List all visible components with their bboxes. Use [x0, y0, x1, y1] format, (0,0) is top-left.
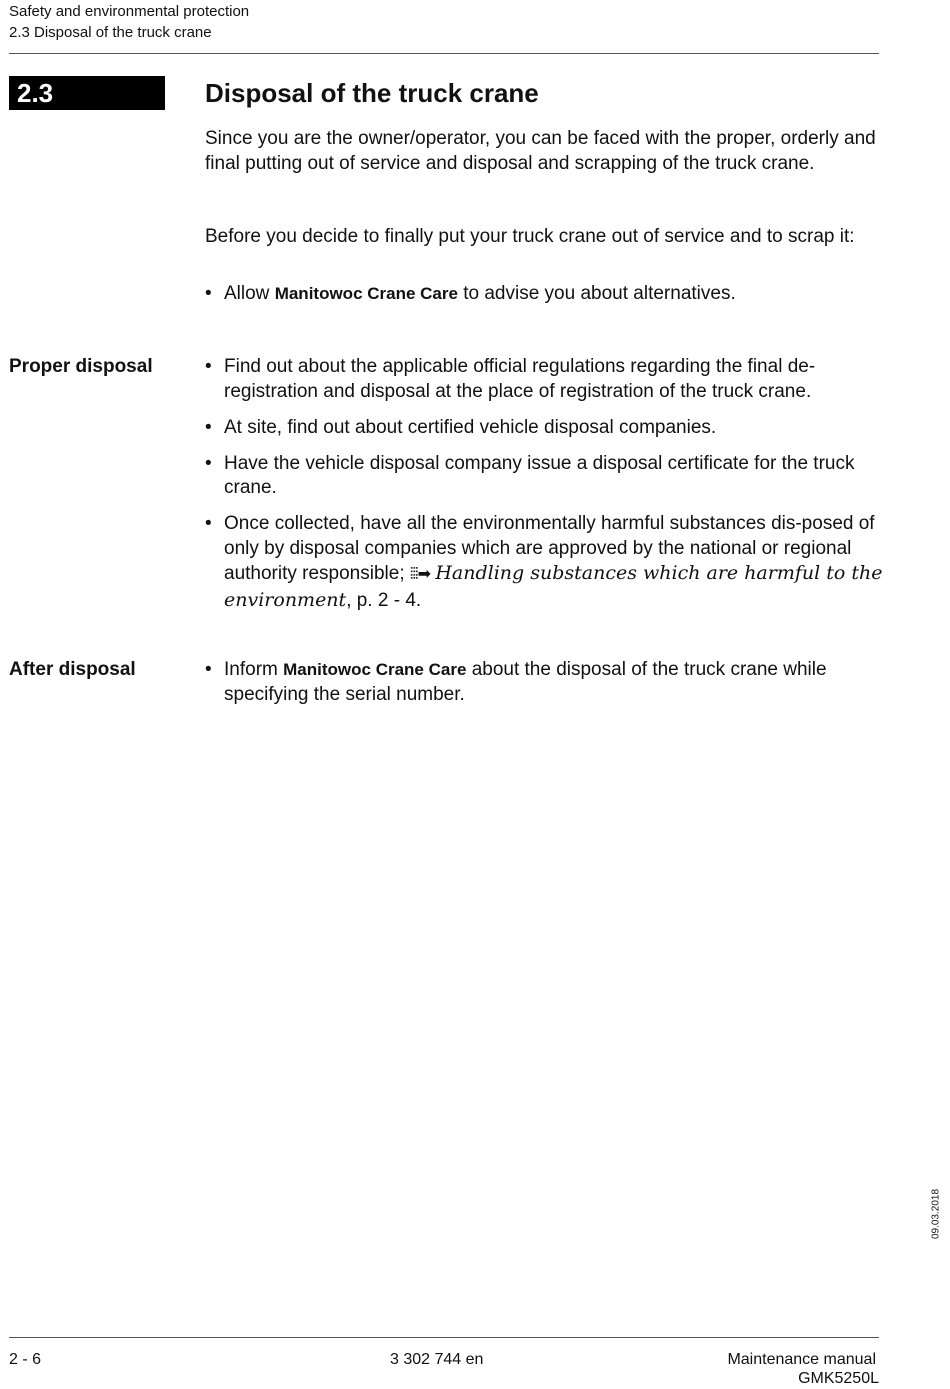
- bullet-icon: •: [205, 416, 212, 438]
- bullet-icon: •: [205, 283, 212, 304]
- footer-model: GMK5250L: [798, 1370, 879, 1387]
- intro-paragraph-1: Since you are the owner/operator, you can be faced with the proper, orderly and final putting out of service and disposal and scrapping of the truck crane.: [205, 128, 876, 174]
- bullet-icon: •: [205, 513, 212, 534]
- list-item: [205, 355, 885, 404]
- after-disposal-label: After disposal: [9, 659, 136, 680]
- cross-reference-link[interactable]: Handling substances which are harmful to the environment: [224, 562, 883, 611]
- cross-reference-page: , p. 2 - 4.: [346, 589, 422, 611]
- section-title: Disposal of the truck crane: [205, 78, 539, 108]
- list-item-text: Have the vehicle disposal company issue a disposal certificate for the truck crane.: [224, 452, 855, 498]
- list-item-text: At site, find out about certified vehicle disposal companies.: [224, 416, 717, 438]
- bullet-prefix: Inform: [224, 659, 278, 680]
- bullet-suffix: about the disposal of the truck crane while specifying the serial number.: [224, 659, 827, 705]
- list-item-text: Find out about the applicable official regulations regarding the final de-registration and disposal at the place of registration of the truck crane.: [224, 356, 816, 402]
- bullet-icon: •: [205, 452, 212, 474]
- bullet-prefix: Allow: [224, 283, 270, 304]
- list-item-text: Once collected, have all the environmentally harmful substances dis-posed of only by disposal companies which are approved by the national or regional authority responsible;: [224, 513, 875, 584]
- after-disposal-list: [205, 658, 885, 719]
- bullet-suffix: to advise you about alternatives.: [463, 283, 736, 304]
- side-date-stamp: 09.03.2018: [930, 1188, 942, 1240]
- header-section: 2.3 Disposal of the truck crane: [9, 24, 212, 41]
- footer-manual-type: Maintenance manual: [727, 1351, 876, 1368]
- bullet-icon: •: [205, 356, 212, 377]
- footer-divider: [9, 1337, 879, 1338]
- intro-bullet-list: [205, 282, 885, 318]
- list-item: [205, 512, 885, 613]
- list-item: [205, 282, 885, 307]
- proper-disposal-list: [205, 355, 885, 625]
- arrow-reference-icon: ⦙⦙⦙➡: [409, 566, 431, 583]
- brand-name: Manitowoc Crane Care: [274, 284, 458, 303]
- section-number: 2.3: [9, 76, 165, 110]
- bullet-icon: •: [205, 659, 212, 680]
- list-item: [205, 658, 885, 707]
- footer-document-number: 3 302 744 en: [390, 1351, 484, 1368]
- intro-paragraph-2: Before you decide to finally put your truck crane out of service and to scrap it:: [205, 226, 855, 247]
- proper-disposal-label: Proper disposal: [9, 356, 153, 377]
- header-chapter: Safety and environmental protection: [9, 3, 250, 20]
- brand-name: Manitowoc Crane Care: [283, 660, 467, 679]
- footer-page-number: 2 - 6: [9, 1351, 42, 1368]
- list-item: [205, 416, 885, 441]
- list-item: [205, 452, 885, 501]
- header-divider: [9, 53, 879, 54]
